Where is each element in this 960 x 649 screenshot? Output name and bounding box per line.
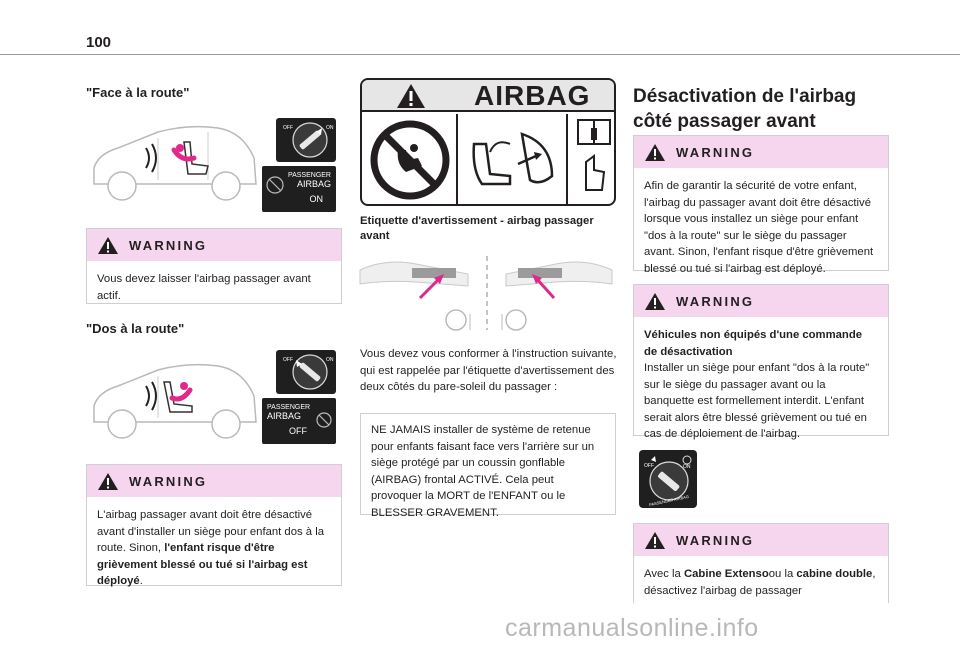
child-seat-crossed-icon: [316, 412, 332, 428]
car-forward-facing-illustration: [88, 118, 260, 206]
warning-box-no-deactivation-control: [633, 284, 889, 440]
airbag-label-header: [362, 80, 614, 112]
warning-title-bar: [634, 524, 888, 556]
switch-ring-label: PASSENGER AIRBAG: [648, 493, 690, 508]
airbag-deploy-seat-icon: [460, 114, 568, 206]
warning-text-bold: Cabine Extenso: [683, 568, 769, 580]
warning-box-keep-airbag-on: [86, 228, 342, 304]
sun-visor-label-illustration: [356, 250, 618, 336]
warning-box-child-safety: [633, 135, 889, 275]
warning-text: [87, 497, 341, 598]
airbag-switch-on-icon: [276, 118, 336, 162]
warning-title: WARNING: [676, 293, 755, 309]
never-install-notice: NE JAMAIS installer de système de retenue pour enfants faisant face vers l'arrière sur un siège protégé par un coussin gonflable (AIRBAG) frontal ACTIVÉ. Cela peut provoquer la MORT de l'ENFANT ou le BLESSER GRAVEMENT.: [360, 413, 616, 515]
section-heading-rear-facing: "Dos à la route": [86, 321, 185, 336]
airbag-warning-label: [360, 78, 616, 206]
watermark: carmanualsonline.info: [505, 614, 759, 642]
warning-title-bar: [87, 229, 341, 261]
page-number: 100: [86, 34, 112, 51]
warning-text-part: Avec la: [644, 568, 684, 580]
read-manual-icon: [570, 114, 616, 206]
no-rear-seat-cell: [362, 114, 458, 206]
header-divider: [0, 54, 960, 55]
svg-text:ON: ON: [326, 125, 334, 131]
switch-on-label: ON: [683, 464, 691, 470]
warning-title-bar: [634, 136, 888, 168]
warning-title-bar: [87, 465, 341, 497]
warning-text-part: ou la: [768, 568, 797, 580]
warning-text-part: .: [139, 575, 143, 587]
panel2-line2: AIRBAG: [267, 411, 302, 421]
warning-title: WARNING: [129, 237, 208, 253]
airbag-switch-off-icon: [276, 350, 336, 394]
airbag-deploy-cell: [460, 114, 568, 206]
section-heading-forward-facing: "Face à la route": [86, 85, 190, 100]
panel1-line3: ON: [309, 194, 323, 204]
warning-title: WARNING: [676, 532, 755, 548]
warning-triangle-icon: [97, 236, 119, 255]
panel1-line1: PASSENGER: [287, 172, 331, 179]
panel2-line1: PASSENGER: [267, 404, 311, 411]
car-rear-facing-illustration: [88, 356, 260, 444]
svg-text:OFF: OFF: [283, 357, 293, 363]
child-seat-crossed-icon: [266, 176, 284, 194]
airbag-label-caption: Etiquette d'avertissement - airbag passager avant: [360, 215, 594, 242]
warning-triangle-icon: [644, 531, 666, 550]
panel2-line3: OFF: [289, 426, 307, 436]
warning-text: Vous devez laisser l'airbag passager avant actif.: [97, 273, 311, 302]
manual-read-cell: [570, 114, 616, 206]
warning-text-part: , désactivez l'airbag de passager: [644, 568, 876, 597]
prohibited-rear-facing-seat-icon: [362, 114, 458, 206]
warning-text-part: L'airbag passager avant doit être désactivé avant d'installer un siège pour enfant dos à la route. Sinon,: [97, 509, 324, 554]
warning-title-bar: [634, 285, 888, 317]
deactivation-heading: Désactivation de l'airbag côté passager avant: [633, 86, 857, 132]
switch-off-label: OFF: [644, 463, 654, 469]
instruction-paragraph: Vous devez vous conformer à l'instruction suivante, qui est rappelée par l'étiquette d'avertissement des deux côtés du pare-soleil du passager :: [360, 348, 617, 393]
panel1-line2: AIRBAG: [296, 179, 331, 189]
warning-text-bold: l'enfant risque d'être grièvement blessé ou tué si l'airbag est déployé: [97, 542, 308, 587]
svg-text:OFF: OFF: [283, 125, 293, 131]
airbag-off-status-panel: [262, 398, 336, 444]
warning-text: Afin de garantir la sécurité de votre enfant, l'airbag du passager avant doit être désactivé lorsque vous installez un siège pour enfant "dos à la route" sur le siège du passager avant. Sinon, l'enfant risque d'être grièvement blessé ou tué si l'airbag est déployé.: [644, 180, 874, 275]
warning-box-deactivate-rear-facing: [86, 464, 342, 586]
airbag-on-status-panel: [262, 166, 336, 212]
warning-text: [634, 556, 888, 607]
warning-text: [634, 317, 888, 451]
warning-box-extenso-cab: [633, 523, 889, 603]
airbag-label-title: AIRBAG: [474, 80, 591, 111]
warning-triangle-icon: [644, 292, 666, 311]
airbag-key-switch: [639, 450, 697, 508]
svg-text:ON: ON: [326, 357, 334, 363]
warning-triangle-icon: [396, 83, 426, 109]
warning-text-bold: Véhicules non équipés d'une commande de désactivation: [644, 329, 863, 358]
warning-text-part: Installer un siège pour enfant "dos à la route" sur le siège du passager avant ou la banquette est formellement interdit. L'enfant serait alors être blessé grièvement ou tué en cas de déploiement de l'airbag.: [644, 362, 870, 440]
warning-text-bold: cabine double: [796, 568, 873, 580]
warning-triangle-icon: [644, 143, 666, 162]
warning-title: WARNING: [129, 473, 208, 489]
warning-triangle-icon: [97, 472, 119, 491]
warning-title: WARNING: [676, 144, 755, 160]
